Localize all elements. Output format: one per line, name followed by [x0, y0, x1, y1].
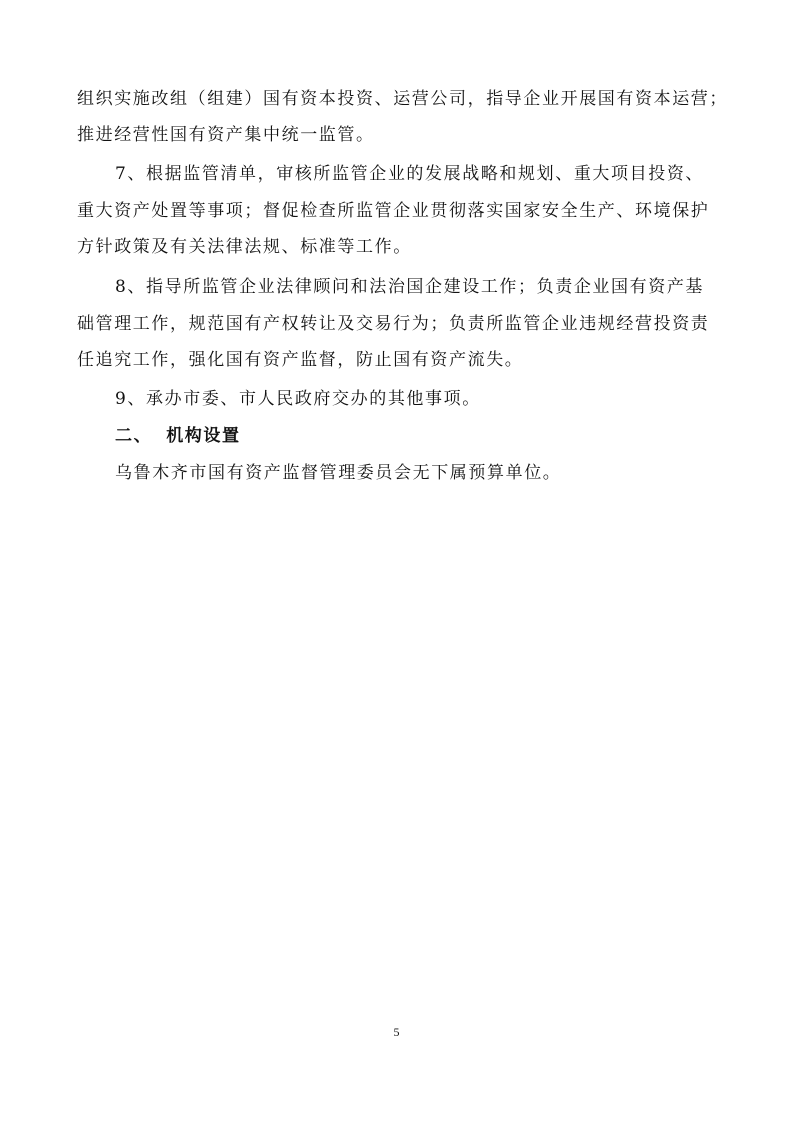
section-number: 二、: [115, 426, 153, 446]
paragraph-line: 础管理工作，规范国有产权转让及交易行为；负责所监管企业违规经营投资责: [77, 314, 710, 334]
paragraph-line: 8、指导所监管企业法律顾问和法治国企建设工作；负责企业国有资产基: [115, 277, 705, 297]
paragraph-line: 方针政策及有关法律法规、标准等工作。: [77, 237, 412, 257]
paragraph-line: 7、根据监管清单，审核所监管企业的发展战略和规划、重大项目投资、: [115, 164, 705, 184]
section-body: 乌鲁木齐市国有资产监督管理委员会无下属预算单位。: [115, 463, 562, 483]
paragraph-line: 推进经营性国有资产集中统一监管。: [77, 125, 375, 145]
page-number: 5: [393, 1025, 400, 1039]
paragraph-line: 任追究工作，强化国有资产监督，防止国有资产流失。: [77, 350, 524, 370]
section-heading: [115, 425, 241, 447]
paragraph-line: 9、承办市委、市人民政府交办的其他事项。: [115, 389, 481, 409]
paragraph-line: 重大资产处置等事项；督促检查所监管企业贯彻落实国家安全生产、环境保护: [77, 201, 710, 221]
section-title: 机构设置: [166, 426, 241, 446]
paragraph-line: 组织实施改组（组建）国有资本投资、运营公司，指导企业开展国有资本运营；: [77, 89, 728, 109]
